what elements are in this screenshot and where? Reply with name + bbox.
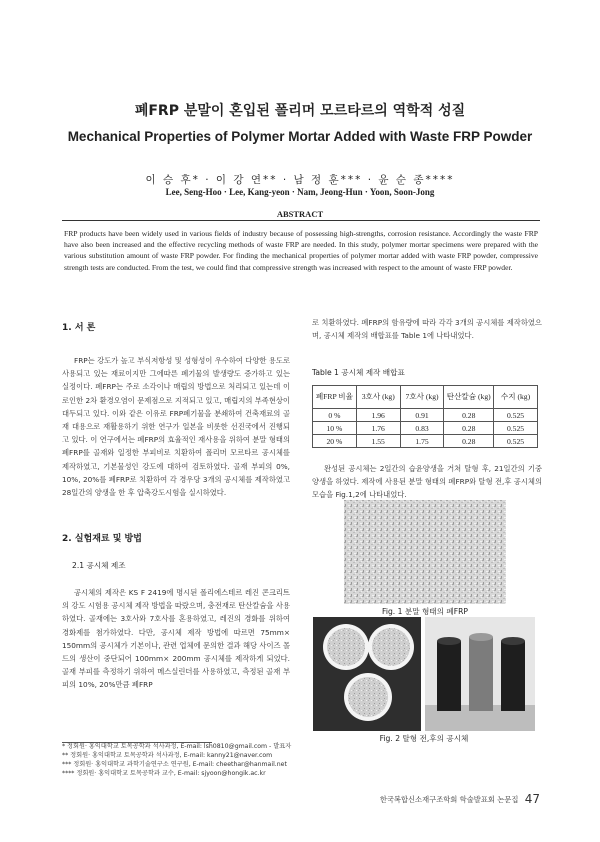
authors-korean: 이 승 후* · 이 강 연** · 남 정 훈*** · 윤 순 종****: [145, 174, 455, 186]
table-cell: 1.76: [356, 422, 400, 435]
table-row: [313, 409, 538, 422]
authors-english: Lee, Seng-Hoo · Lee, Kang-yeon · Nam, Jeong-Hun · Yoon, Soon-Jong: [165, 187, 435, 197]
table-cell: 0.28: [444, 435, 494, 448]
table-cell: 0.28: [444, 409, 494, 422]
intro-paragraph: FRP는 강도가 높고 부식저항성 및 성형성이 우수하여 다양한 용도로 사용되고 있는 재료이지만 그에따른 폐기물의 발생량도 증가하고 있는 실정이다. 폐FRP는 주로 소각이나 매립의 방법으로 처리되고 있는데 이로인한 2차 환경오염이 문제점으로 지적되고 있고, 매립지의 부족현상이 대두되고 있다. 이와 같은 이유로 FRP폐기물을 분쇄하여 건축재료의 골재 대용으로 재활용하기 위한 연구가 일본을 비롯한 선진국에서 진행되고 있다. 이 연구에서는 폐FRP의 효율적인 재사용을 위하여 분말 형태의 폐FRP를 골재와 일정한 부피비로 치환하여 폴리머 모르타르 공시체를 제작하였고, 기본물성인 강도에 대하여 검토하였다. 골재 부피의 0%, 10%, 20%를 폐FRP로 치환하여 각 경우당 3개의 공시체를 제작하였고 28일간의 양생을 한 후 압축강도시험을 실시하였다.: [62, 356, 290, 498]
page-footer: [380, 792, 540, 806]
table1-header-cell: 탄산칼슘 (kg): [444, 386, 494, 409]
journal-name: 한국복합신소재구조학회 학술발표회 논문집: [379, 795, 519, 804]
abstract-heading: ABSTRACT: [276, 209, 324, 219]
footnote: **** 정회원· 홍익대학교 토목공학과 교수, E-mail: sjyoon@hongik.ac.kr: [62, 770, 266, 777]
table-cell: 0.525: [494, 422, 538, 435]
footnote: *** 정회원· 홍익대학교 과학기술연구소 연구원, E-mail: cheethar@hanmail.net: [62, 761, 287, 768]
table-cell: 1.75: [400, 435, 444, 448]
specimen-subheading: 2.1 공시체 제조: [72, 561, 126, 570]
table-cell: 0 %: [313, 409, 357, 422]
fig2-specimens-photo: [313, 617, 535, 731]
table-cell: 10 %: [313, 422, 357, 435]
abstract-divider: [62, 220, 540, 221]
table-cell: 0.525: [494, 409, 538, 422]
table-row: [313, 435, 538, 448]
table-cell: 0.83: [400, 422, 444, 435]
table-cell: 1.55: [356, 435, 400, 448]
abstract-text: FRP products have been widely used in various fields of industry because of possessing high-strengths, corrosion resistance. Accordingly the waste FRP have also been increased and the effective recycling methods of waste FRP are needed. In this study, polymer mortar specimens were prepared with the various substitution amount of waste FRP powder. For finding the mechanical properties of polymer mortar added with waste FRP powder, compressive strength tests are conducted. From the test, we could find that compressive strength was increased with respect to the amount of waste FRP powder.: [64, 229, 538, 272]
fig1-caption: Fig. 1 분말 형태의 폐FRP: [382, 607, 468, 616]
table-row: [313, 422, 538, 435]
fig1-powder-photo: [344, 500, 506, 604]
fig2-caption: Fig. 2 탈형 전,후의 공시체: [379, 734, 469, 743]
materials-heading: 2. 실험재료 및 방법: [62, 534, 142, 544]
paper-title-korean: 폐FRP 분말이 혼입된 폴리머 모르타르의 역학적 성질: [134, 103, 466, 119]
table1-header-cell: 3호사 (kg): [356, 386, 400, 409]
right-paragraph-1: 로 치환하였다. 폐FRP의 함유량에 따라 각각 3개의 공시체를 제작하였으며, 공시체 제작의 배합표를 Table 1에 나타내었다.: [312, 318, 542, 341]
intro-heading: 1. 서 론: [62, 323, 96, 333]
table-cell: 0.525: [494, 435, 538, 448]
table-cell: 20 %: [313, 435, 357, 448]
right-paragraph-2: 완성된 공시체는 2일간의 습윤양생을 거쳐 탈형 후, 21일간의 기중양생을 하였다. 제작에 사용된 분말 형태의 폐FRP와 탈형 전,후 공시체의 모습을 Fig.1,2에 나타내었다.: [312, 464, 542, 500]
footnote: ** 정회원· 홍익대학교 토목공학과 석사과정, E-mail: kanny21@naver.com: [62, 752, 273, 759]
table1-caption: Table 1 공시체 제작 배합표: [312, 368, 405, 377]
table1-header-cell: 수지 (kg): [494, 386, 538, 409]
page-number: 47: [524, 792, 540, 806]
table1-header-cell: 7호사 (kg): [400, 386, 444, 409]
paper-title-english: Mechanical Properties of Polymer Mortar Added with Waste FRP Powder: [67, 129, 533, 144]
table1: [312, 385, 538, 448]
table-cell: 0.91: [400, 409, 444, 422]
table1-header-cell: 폐FRP 비율: [313, 386, 357, 409]
table1-header-row: [313, 386, 538, 409]
table-cell: 1.96: [356, 409, 400, 422]
specimen-paragraph: 공시체의 제작은 KS F 2419에 명시된 폴리에스테르 레진 콘크리트의 강도 시험용 공시체 제작 방법을 따랐으며, 충전재로 탄산칼슘을 사용하였다. 골재에는 3호사와 7호사를 혼용하였고, 레진의 경화를 위하여 경화제를 첨가하였다. 다만, 공시체 제작 방법에 따르면 75mm× 150mm의 공시체가 기본이나, 관련 업체에 문의한 결과 해당 사이즈 몰드의 생산이 중단되어 100mm× 200mm 공시체를 제작하게 되었다. 골재 부피를 측정하기 위하여 메스실린더를 사용하였고, 측정된 골재 부피의 10%, 20%만큼 폐FRP: [62, 588, 290, 690]
table-cell: 0.28: [444, 422, 494, 435]
footnote: * 정회원· 홍익대학교 토목공학과 석사과정, E-mail: lsh0810@gmail.com - 발표자: [62, 743, 292, 750]
